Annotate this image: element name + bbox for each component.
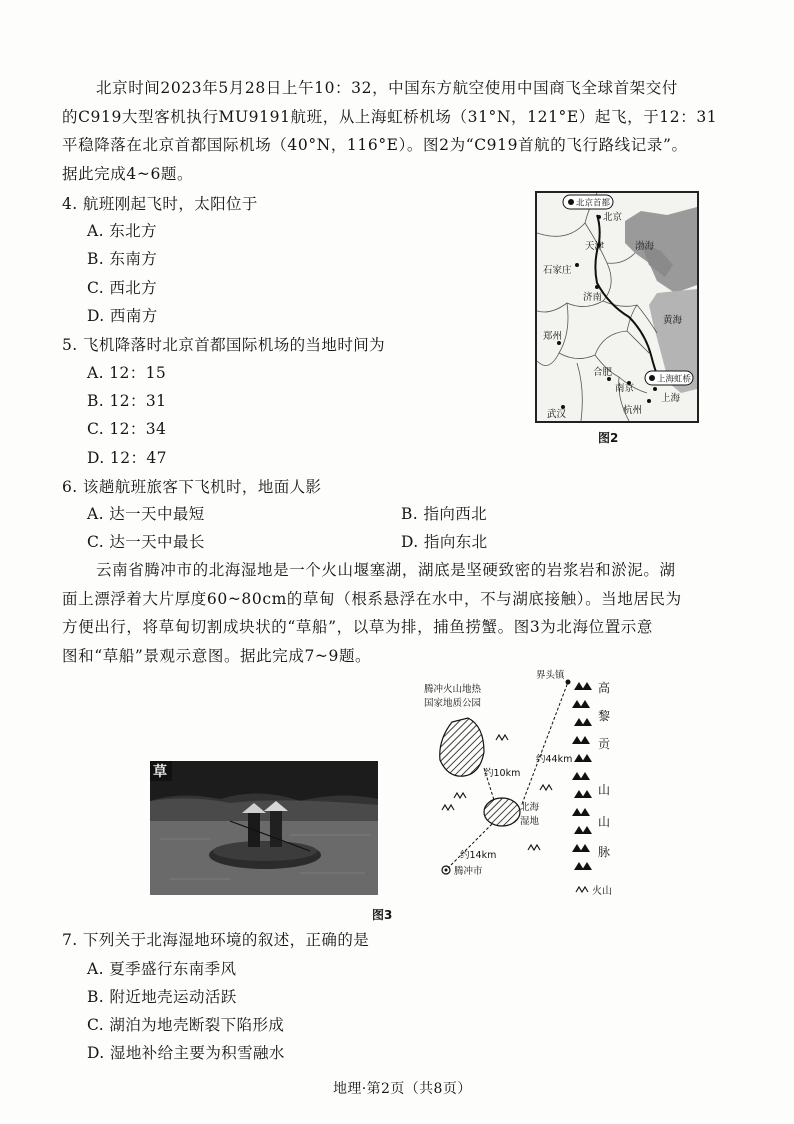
option-4a: A. 东北方 (87, 222, 157, 240)
label-tengchong: 腾冲市 (454, 866, 483, 877)
intro-line: 面上漂浮着大片厚度60~80cm的草甸（根系悬浮在水中，不与湖底接触）。当地居民为 (62, 589, 682, 608)
option-6d: D. 指向东北 (401, 533, 488, 551)
map-label-jinan: 济南 (583, 292, 603, 303)
option-6a: A. 达一天中最短 (87, 505, 205, 523)
label-distance-44: 约44km (536, 754, 573, 765)
label-distance-10: 约10km (484, 768, 521, 779)
map-label-wuhan: 武汉 (547, 409, 567, 420)
mountain-char: 高 (598, 681, 611, 695)
location-pin-icon (568, 199, 574, 205)
map-label-tianjin: 天津 (585, 241, 605, 252)
option-7a: A. 夏季盛行东南季风 (87, 960, 237, 978)
option-5c: C. 12：34 (87, 420, 167, 438)
map-label-bohai: 渤海 (635, 241, 655, 252)
mountain-char: 贡 (598, 737, 611, 751)
question-5-stem: 5. 飞机降落时北京首都国际机场的当地时间为 (62, 336, 386, 354)
option-5d: D. 12：47 (87, 449, 167, 467)
question-7-stem: 7. 下列关于北海湿地环境的叙述，正确的是 (62, 931, 370, 949)
option-4b: B. 东南方 (87, 250, 158, 268)
map-label-zhengzhou: 郑州 (543, 331, 563, 342)
option-7c: C. 湖泊为地壳断裂下陷形成 (87, 1016, 285, 1034)
label-jietou: 界头镇 (536, 670, 565, 681)
intro-paragraph-1 (62, 74, 718, 188)
label-beihai-line2: 湿地 (520, 816, 540, 827)
legend-volcano: 火山 (592, 886, 612, 897)
option-6c: C. 达一天中最长 (87, 533, 205, 551)
option-5a: A. 12：15 (87, 364, 167, 382)
intro-line: 据此完成4~6题。 (62, 164, 194, 183)
option-6b: B. 指向西北 (401, 505, 488, 523)
map-label-shijiazhuang: 石家庄 (543, 265, 572, 276)
map-badge-beijing: 北京首都 (576, 198, 611, 209)
intro-line: 的C919大型客机执行MU9191航班，从上海虹桥机场（31°N，121°E）起飞，于12：31 (62, 107, 718, 126)
grass-boat-photo (150, 761, 378, 895)
map-label-huanghai: 黄海 (663, 315, 683, 326)
intro-paragraph-2 (62, 556, 712, 670)
intro-line: 北京时间2023年5月28日上午10：32，中国东方航空使用中国商飞全球首架交付 (96, 79, 678, 97)
label-distance-14: 约14km (460, 850, 497, 861)
photo-label: 草 (153, 764, 167, 780)
option-4c: C. 西北方 (87, 279, 158, 297)
map-label-shanghai: 上海 (661, 393, 681, 404)
volcano-icon (442, 805, 454, 810)
volcano-icon (496, 735, 508, 740)
label-geopark-line2: 国家地质公园 (424, 698, 482, 709)
beihai-location-diagram (424, 664, 634, 900)
option-7b: B. 附近地壳运动活跃 (87, 988, 237, 1006)
mountain-char: 山 (598, 783, 611, 797)
flight-route-map (535, 191, 699, 423)
location-pin-icon (649, 375, 655, 381)
map-badge-shanghai: 上海虹桥 (657, 374, 692, 385)
intro-line: 图和“草船”景观示意图。据此完成7~9题。 (62, 646, 372, 665)
intro-line: 云南省腾冲市的北海湿地是一个火山堰塞湖，湖底是坚硬致密的岩浆岩和淤泥。湖 (96, 561, 676, 579)
volcano-icon (576, 887, 588, 892)
mountain-char: 脉 (598, 845, 611, 859)
mountain-char: 山 (598, 815, 611, 829)
figure-2-caption: 图2 (598, 431, 619, 445)
volcano-icon (528, 845, 540, 850)
map-label-beijing: 北京 (603, 212, 623, 223)
option-4d: D. 西南方 (87, 307, 158, 325)
page-footer: 地理·第2页（共8页） (333, 1081, 472, 1097)
label-beihai-line1: 北海 (520, 802, 540, 813)
figure-3-caption: 图3 (372, 908, 393, 922)
option-7d: D. 湿地补给主要为积雪融水 (87, 1044, 285, 1062)
label-geopark-line1: 腾冲火山地热 (424, 684, 482, 695)
volcano-icon (540, 785, 552, 790)
mountain-range-icons (572, 682, 592, 870)
map-label-nanjing: 南京 (615, 383, 635, 394)
intro-line: 方便出行，将草甸切割成块状的“草船”，以草为排，捕鱼捞蟹。图3为北海位置示意 (62, 618, 654, 636)
intro-line: 平稳降落在北京首都国际机场（40°N，116°E）。图2为“C919首航的飞行路线记录”。 (62, 136, 688, 154)
option-5b: B. 12：31 (87, 392, 167, 410)
map-label-hefei: 合肥 (593, 367, 613, 378)
volcano-icon (454, 793, 466, 798)
mountain-char: 黎 (598, 709, 611, 723)
map-label-hangzhou: 杭州 (623, 405, 643, 416)
question-4-stem: 4. 航班刚起飞时，太阳位于 (62, 195, 258, 213)
question-6-stem: 6. 该趟航班旅客下飞机时，地面人影 (62, 478, 322, 496)
